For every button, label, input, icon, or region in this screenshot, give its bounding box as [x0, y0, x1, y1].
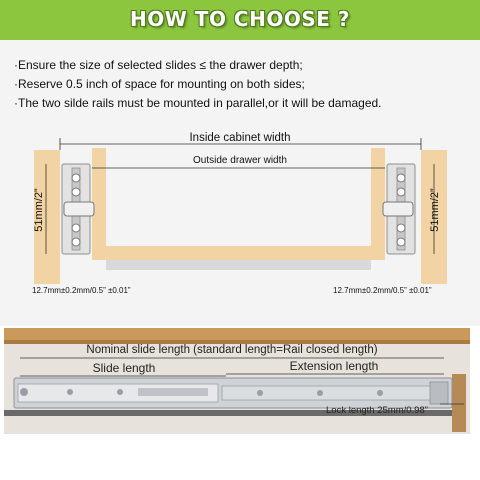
- nominal-length-label: Nominal slide length (standard length=Rail closed length): [86, 344, 378, 356]
- rule-size: ·Ensure the size of selected slides ≤ the drawer depth;: [14, 58, 303, 72]
- rules-list: [14, 56, 382, 113]
- right-height-label: 51mm/2”: [429, 188, 441, 232]
- drawer-shadow: [106, 260, 371, 270]
- cabinet-back-board: [452, 374, 466, 432]
- slide-rail: [14, 378, 452, 408]
- cabinet-diagram: [0, 128, 480, 308]
- header-banner: [0, 0, 480, 40]
- rule-reserve-space: ·Reserve 0.5 inch of space for mounting on both sides;: [14, 77, 305, 91]
- page-title: HOW TO CHOOSE ?: [130, 7, 350, 31]
- extension-length-label: Extension length: [289, 359, 379, 373]
- slide-rail-photo: [0, 326, 480, 480]
- cabinet-top-board: [4, 328, 470, 340]
- left-gap-label: 12.7mm±0.2mm/0.5” ±0.01”: [32, 286, 131, 295]
- inside-width-label: Inside cabinet width: [189, 132, 291, 144]
- right-slide-rail: [383, 164, 415, 254]
- drawer-bottom: [92, 246, 385, 260]
- left-slide-rail: [62, 164, 94, 254]
- outside-width-label: Outside drawer width: [193, 155, 287, 166]
- right-gap-label: 12.7mm±0.2mm/0.5” ±0.01”: [333, 286, 432, 295]
- slide-length-label: Slide length: [92, 361, 156, 375]
- lock-length-label: Lock length 25mm/0.98”: [326, 405, 428, 416]
- left-height-label: 51mm/2”: [33, 188, 45, 232]
- rule-parallel: ·The two silde rails must be mounted in parallel,or it will be damaged.: [14, 96, 382, 110]
